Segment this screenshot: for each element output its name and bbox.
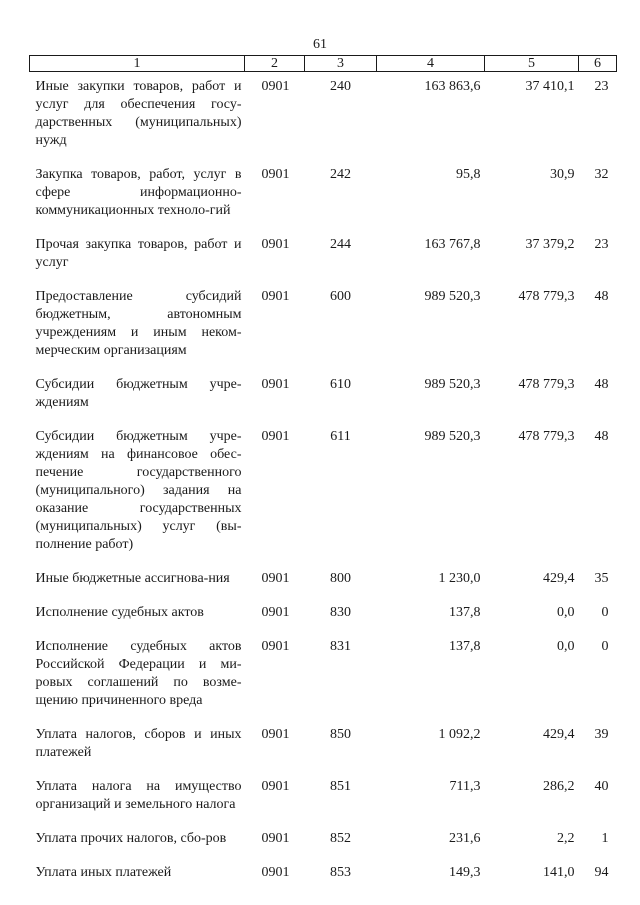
row-name: Предоставление субсидий бюджетным, автономным учреждениям и иным неком-мерческим организациям	[35, 289, 242, 358]
row-col-5: 2,2	[557, 831, 575, 846]
row-col-5: 37 379,2	[525, 237, 575, 252]
row-col-4: 137,8	[449, 605, 481, 620]
row-col-4: 95,8	[456, 167, 481, 182]
row-col-6: 23	[594, 79, 609, 94]
column-header-1: 1	[30, 56, 245, 72]
row-col-4: 1 230,0	[438, 571, 481, 586]
table-header-row	[30, 56, 617, 72]
table-row	[30, 374, 617, 426]
column-header-4: 4	[377, 56, 485, 72]
row-col-3: 850	[330, 727, 351, 742]
row-col-2: 0901	[261, 639, 290, 654]
row-col-6: 23	[594, 237, 609, 252]
row-col-4: 989 520,3	[424, 377, 481, 392]
row-name: Уплата налога на имущество организаций и земельного налога	[35, 779, 242, 812]
row-col-5: 0,0	[557, 639, 575, 654]
budget-table	[29, 55, 617, 896]
row-col-2: 0901	[261, 237, 290, 252]
row-name: Прочая закупка товаров, работ и услуг	[35, 237, 242, 270]
row-col-4: 231,6	[449, 831, 481, 846]
table-row	[30, 286, 617, 374]
column-header-6: 6	[579, 56, 617, 72]
column-header-5: 5	[485, 56, 579, 72]
row-col-3: 831	[330, 639, 351, 654]
table-row	[30, 568, 617, 602]
table-row	[30, 164, 617, 234]
row-col-5: 478 779,3	[518, 289, 575, 304]
row-col-3: 240	[330, 79, 351, 94]
row-col-3: 610	[330, 377, 351, 392]
table-row	[30, 636, 617, 724]
row-col-2: 0901	[261, 571, 290, 586]
row-name: Уплата прочих налогов, сбо-ров	[35, 831, 227, 846]
row-col-2: 0901	[261, 79, 290, 94]
row-col-5: 30,9	[550, 167, 575, 182]
row-col-6: 40	[594, 779, 609, 794]
table-row	[30, 828, 617, 862]
row-col-3: 852	[330, 831, 351, 846]
row-col-3: 600	[330, 289, 351, 304]
column-header-3: 3	[305, 56, 377, 72]
row-col-6: 35	[594, 571, 609, 586]
row-name: Иные бюджетные ассигнова-ния	[35, 571, 230, 586]
row-name: Субсидии бюджетным учре-ждениям	[35, 377, 242, 410]
table-row	[30, 602, 617, 636]
column-header-2: 2	[245, 56, 305, 72]
row-name: Субсидии бюджетным учре-ждениям на финансовое обес-печение государственного (муниципального) задания на оказание государственных (муниципальных) услуг (вы-полнение работ)	[35, 429, 242, 552]
row-col-2: 0901	[261, 167, 290, 182]
row-name: Уплата иных платежей	[35, 865, 172, 880]
row-name: Иные закупки товаров, работ и услуг для обеспечения госу-дарственных (муниципальных) нужд	[35, 79, 242, 148]
row-col-4: 149,3	[449, 865, 481, 880]
row-col-3: 851	[330, 779, 351, 794]
row-col-3: 611	[330, 429, 351, 444]
table-row	[30, 234, 617, 286]
row-col-4: 1 092,2	[438, 727, 481, 742]
row-col-6: 39	[594, 727, 609, 742]
row-col-2: 0901	[261, 727, 290, 742]
row-col-4: 163 863,6	[424, 79, 481, 94]
row-col-2: 0901	[261, 289, 290, 304]
row-col-5: 0,0	[557, 605, 575, 620]
row-col-6: 48	[594, 289, 609, 304]
table-row	[30, 862, 617, 896]
row-col-2: 0901	[261, 831, 290, 846]
row-col-5: 429,4	[543, 571, 575, 586]
row-col-2: 0901	[261, 429, 290, 444]
row-name: Исполнение судебных актов Российской Федерации и ми-ровых соглашений по возме-щению причиненного вреда	[35, 639, 242, 708]
row-col-3: 800	[330, 571, 351, 586]
row-col-2: 0901	[261, 865, 290, 880]
row-col-5: 286,2	[543, 779, 575, 794]
row-col-6: 94	[594, 865, 609, 880]
row-col-5: 478 779,3	[518, 377, 575, 392]
row-name: Закупка товаров, работ, услуг в сфере информационно-коммуникационных техноло-гий	[35, 167, 242, 218]
table-row	[30, 72, 617, 165]
row-col-4: 711,3	[449, 779, 481, 794]
row-col-6: 0	[601, 605, 609, 620]
table-row	[30, 724, 617, 776]
row-col-5: 141,0	[543, 865, 575, 880]
row-col-4: 989 520,3	[424, 289, 481, 304]
row-col-5: 478 779,3	[518, 429, 575, 444]
row-col-6: 48	[594, 429, 609, 444]
row-name: Уплата налогов, сборов и иных платежей	[35, 727, 242, 760]
row-col-3: 244	[330, 237, 351, 252]
row-col-6: 1	[601, 831, 609, 846]
row-name: Исполнение судебных актов	[35, 605, 204, 620]
row-col-6: 32	[594, 167, 609, 182]
row-col-4: 163 767,8	[424, 237, 481, 252]
row-col-2: 0901	[261, 605, 290, 620]
row-col-6: 0	[601, 639, 609, 654]
row-col-4: 137,8	[449, 639, 481, 654]
row-col-5: 429,4	[543, 727, 575, 742]
row-col-2: 0901	[261, 377, 290, 392]
row-col-3: 242	[330, 167, 351, 182]
table-row	[30, 426, 617, 568]
table-body	[30, 72, 617, 897]
page-number: 61	[313, 37, 327, 52]
row-col-2: 0901	[261, 779, 290, 794]
row-col-6: 48	[594, 377, 609, 392]
row-col-4: 989 520,3	[424, 429, 481, 444]
row-col-5: 37 410,1	[525, 79, 575, 94]
row-col-3: 830	[330, 605, 351, 620]
row-col-3: 853	[330, 865, 351, 880]
table-row	[30, 776, 617, 828]
